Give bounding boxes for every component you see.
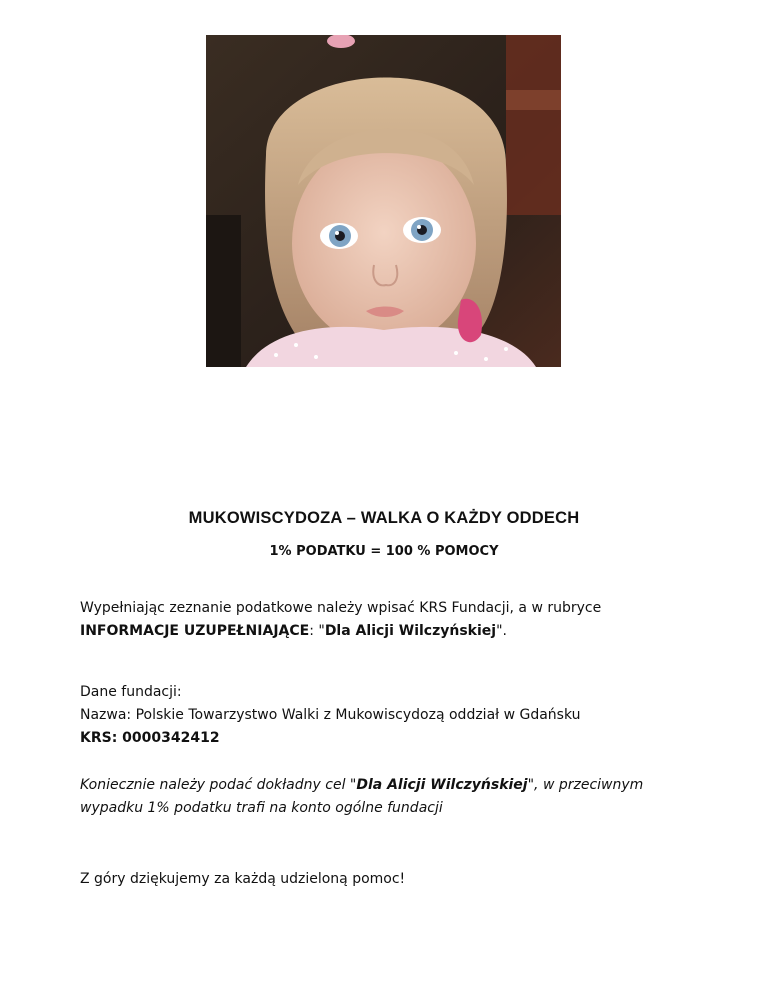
- foundation-name: Nazwa: Polskie Towarzystwo Walki z Mukowiscydozą oddział w Gdańsku: [80, 707, 581, 723]
- note-line-2: wypadku 1% podatku trafi na konto ogólne fundacji: [80, 800, 443, 816]
- foundation-details: [80, 681, 700, 750]
- field-label: INFORMACJE UZUPEŁNIAJĄCE: [80, 623, 310, 639]
- child-photo: [206, 35, 561, 367]
- note-suffix: ", w przeciwnym: [527, 777, 644, 793]
- page-subtitle: 1% PODATKU = 100 % POMOCY: [269, 544, 499, 559]
- child-photo-illustration: [206, 35, 561, 367]
- instructions-line-1: Wypełniając zeznanie podatkowe należy wpisać KRS Fundacji, a w rubryce: [80, 600, 602, 616]
- note-prefix: Koniecznie należy podać dokładny cel ": [80, 777, 357, 793]
- purpose-name: Dla Alicji Wilczyńskiej: [324, 623, 497, 639]
- thank-you-text: Z góry dziękujemy za każdą udzieloną pomoc!: [80, 871, 406, 887]
- foundation-krs: KRS: 0000342412: [80, 730, 220, 746]
- note-purpose: Dla Alicji Wilczyńskiej: [356, 777, 528, 793]
- instructions-paragraph: [80, 597, 700, 643]
- field-end: ".: [496, 623, 507, 639]
- foundation-header: Dane fundacji:: [80, 684, 182, 700]
- warning-note: [80, 774, 700, 820]
- page-title: MUKOWISCYDOZA – WALKA O KAŻDY ODDECH: [188, 509, 580, 527]
- field-colon: : ": [309, 623, 325, 639]
